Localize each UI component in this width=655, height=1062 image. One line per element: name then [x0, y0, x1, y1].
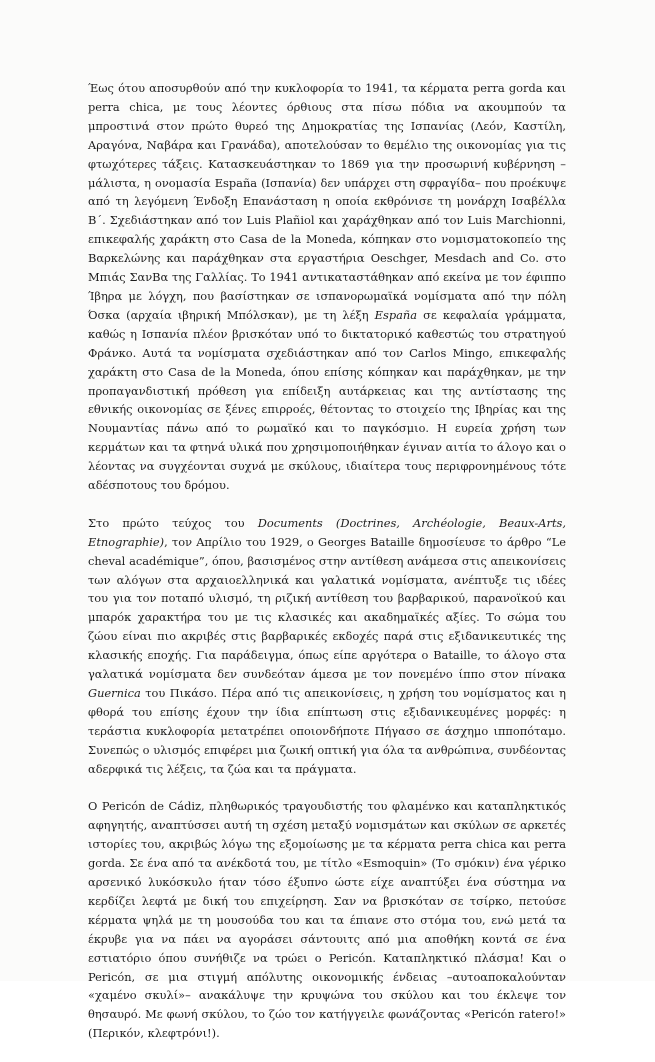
text-segment-italic: España: [374, 307, 418, 322]
text-segment-italic: Documents (Doctrines, Archéologie, Beaux-Arts, Etnographie): [88, 515, 566, 549]
text-segment: Ο Pericón de Cádiz, πληθωρικός τραγουδιστής του φλαμένκο και καταπληκτικός αφηγητής, αναπτύσσει αυτή τη σχέση μεταξύ νομισμάτων και σκύλων σε αρκετές ιστορίες του, ακριβώς λόγω της εξομοίωσης με τα κέρματα perra chica και perra gorda. Σε ένα από τα ανέκδοτά του, με τίτλο «Esmoquin» (Το σμόκιν) ένα γέρικο αρσενικό λυκόσκυλο ήταν τόσο έξυπνο ώστε είχε αναπτύξει ένα σύστημα να κερδίζει λεφτά με δική του επιχείρηση. Σαν να βρισκόταν σε τσίρκο, πετούσε κέρματα ψηλά με τη μουσούδα του και τα έπιανε στο στόμα του, ενώ μετά τα έκρυβε για να πάει να αγοράσει σάντουιτς από μια αποθήκη κοντά σε ένα εστιατόριο όπου συνήθιζε να τρώει ο Pericón. Καταπληκτικό πλάσμα! Και ο Pericón, σε μια στιγμή απόλυτης οικονομικής ένδειας –αυτοαποκαλούνταν «χαμένο σκυλί»– ανακάλυψε την κρυψώνα του σκύλου και του έκλεψε τον θησαυρό. Με φωνή σκύλου, το ζώο τον κατήγγειλε φωνάζοντας «Pericón ratero!» (Περικόν, κλεφτρόνι!).: [88, 799, 566, 1041]
text-segment: σε κεφαλαία γράμματα, καθώς η Ισπανία πλέον βρισκόταν υπό το δικτατορικό καθεστώς του στρατηγού Φράνκο. Αυτά τα νομίσματα σχεδιάστηκαν από τον Carlos Mingo, επικεφαλής χαράκτη στο Casa de la Moneda, όπου επίσης κόπηκαν και παράχθηκαν, με την προπαγανδιστική πρόθεση για επίδειξη αυτάρκειας και της αντίστασης της εθνικής οικονομίας σε ξένες επιρροές, θέτοντας το στοιχείο της Ιβηρίας και της Νουμαντίας πάνω από το ρωμαϊκό και το παγκόσμιο. Η ευρεία χρήση των κερμάτων και τα φτηνά υλικά που χρησιμοποιήθηκαν έγιναν αιτία το άλογο και ο λέοντας να συγχέονται συχνά με σκύλους, ιδιαίτερα τους περιφρονημένους τότε αδέσποτους του δρόμου.: [88, 307, 566, 493]
paragraph-pericon: [88, 797, 566, 1043]
paragraph-bataille: [88, 514, 566, 779]
text-segment: Στο πρώτο τεύχος του: [88, 515, 258, 530]
paragraph-coins-history: [88, 79, 566, 495]
text-segment-italic: Guernica: [88, 685, 141, 700]
document-body: [88, 79, 566, 1062]
text-segment: , τον Απρίλιο του 1929, ο Georges Bataille δημοσίευσε το άρθρο “Le cheval académique”, όπου, βασισμένος στην αντίθεση ανάμεσα στις απεικονίσεις των αλόγων στα αρχαιοελληνικά και γαλατικά νομίσματα, ανέπτυξε τις ιδέες του για τον ποταπό υλισμό, τη ριζική αντίθεση του βαρβαρικού, παρανοϊκού και μπαρόκ χαρακτήρα του με τις κλασικές και ακαδημαϊκές αξίες. Το σώμα του ζώου είναι πιο ακριβές στις βαρβαρικές εκδοχές παρά στις εξιδανικευτικές της κλασικής εποχής. Για παράδειγμα, όπως είπε αργότερα ο Bataille, το άλογο στα γαλατικά νομίσματα δεν συνδεόταν άμεσα με τον πονεμένο ίππο στον πίνακα: [88, 534, 566, 682]
text-segment: Έως ότου αποσυρθούν από την κυκλοφορία το 1941, τα κέρματα perra gorda και perra chica, με τους λέοντες όρθιους στα πίσω πόδια να ακουμπούν τα μπροστινά στον πρώτο θυρεό της Δημοκρατίας της Ισπανίας (Λεόν, Καστίλη, Αραγόνα, Ναβάρα και Γρανάδα), αποτελούσαν το θεμέλιο της οικονομίας για τις φτωχότερες τάξεις. Κατασκευάστηκαν το 1869 για την προσωρινή κυβέρνηση –μάλιστα, η ονομασία España (Ισπανία) δεν υπάρχει στη σφραγίδα– που προέκυψε από τη λεγόμενη Ένδοξη Επανάσταση η οποία εκθρόνισε τη μονάρχη Ισαβέλλα Β΄. Σχεδιάστηκαν από τον Luis Plañiol και χαράχθηκαν από τον Luis Marchionni, επικεφαλής χαράκτη στο Casa de la Moneda, κόπηκαν στο νομισματοκοπείο της Βαρκελώνης και παράχθηκαν στα εργαστήρια Oeschger, Mesdach and Co. στο Μπιάς ΣανΒα της Γαλλίας. Το 1941 αντικαταστάθηκαν από εκείνα με τον έφιππο Ίβηρα με λόγχη, που βασίστηκαν σε ισπανορωμαϊκά νομίσματα από την πόλη Όσκα (αρχαία ιβηρική Μπόλσκαν), με τη λέξη: [88, 81, 566, 322]
text-segment: του Πικάσο. Πέρα από τις απεικονίσεις, η χρήση του νομίσματος και η φθορά του επίσης έχουν την ίδια επίπτωση στις εξιδανικευμένες μορφές: η τεράστια κυκλοφορία μετατρέπει οποιονδήποτε Πήγασο σε άσχημο ιπποπόταμο. Συνεπώς ο υλισμός επιφέρει μια ζωική οπτική για όλα τα ανθρώπινα, συνδέοντας αδερφικά τις λέξεις, τα ζώα και τα πράγματα.: [88, 685, 566, 776]
